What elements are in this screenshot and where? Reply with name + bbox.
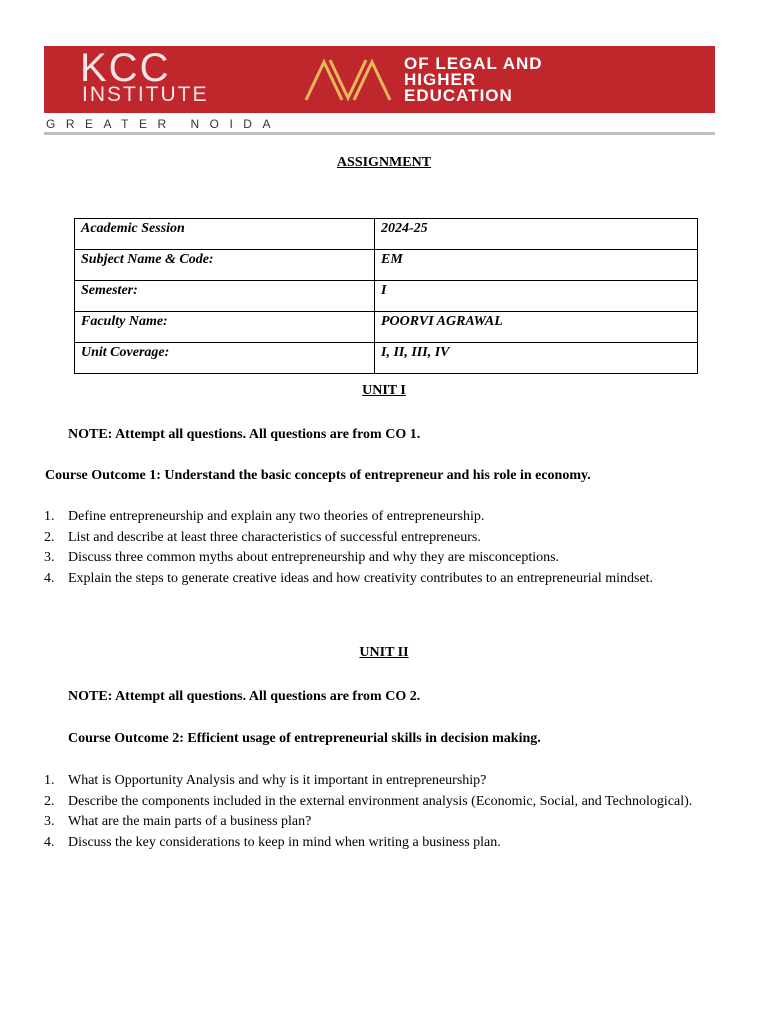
info-value: EM [375,250,698,281]
question-number: 4. [44,834,55,850]
list-item [44,529,714,546]
course-outcome: Course Outcome 2: Efficient usage of entrepreneurial skills in decision making. [68,731,541,746]
question-text: Define entrepreneurship and explain any two theories of entrepreneurship. [68,509,485,524]
question-number: 1. [44,509,55,524]
question-number: 3. [44,550,55,565]
institute-logo-icon [302,56,392,104]
tagline-line: EDUCATION [404,86,513,105]
header-divider [44,132,715,135]
list-item [44,549,714,566]
question-number: 2. [44,529,55,545]
list-item [44,508,714,525]
page-title: ASSIGNMENT [336,155,432,170]
list-item [44,793,714,810]
info-value: I, II, III, IV [375,343,698,374]
info-label: Subject Name & Code: [75,250,375,281]
unit-heading: UNIT I [362,383,406,398]
assignment-info-table [74,218,698,374]
table-row [75,250,698,281]
question-number: 1. [44,773,55,788]
course-outcome: Course Outcome 1: Understand the basic concepts of entrepreneur and his role in economy. [45,468,591,483]
unit-note: NOTE: Attempt all questions. All questions are from CO 2. [68,689,421,704]
info-value: I [375,281,698,312]
institute-banner [44,46,715,113]
unit-note: NOTE: Attempt all questions. All questions are from CO 1. [68,427,421,442]
question-text: Discuss the key considerations to keep in mind when writing a business plan. [68,834,501,850]
info-label: Academic Session [75,219,375,250]
list-item [44,772,714,789]
question-text: List and describe at least three characteristics of successful entrepreneurs. [68,529,481,545]
brand-tagline [404,56,543,104]
question-text: What are the main parts of a business plan? [68,814,312,829]
question-list [44,508,714,590]
question-list [44,772,714,854]
campus-city: GREATER NOIDA [46,117,281,131]
info-value: POORVI AGRAWAL [375,312,698,343]
list-item [44,570,714,587]
question-text: Discuss three common myths about entrepreneurship and why they are misconceptions. [68,550,560,565]
question-number: 3. [44,814,55,829]
tagline-line: OF LEGAL AND [404,54,543,73]
question-number: 2. [44,793,55,809]
question-text: Describe the components included in the external environment analysis (Economic, Social, and Technological). [68,793,693,809]
brand-institute: INSTITUTE [82,83,209,106]
info-value: 2024-25 [375,219,698,250]
table-row [75,281,698,312]
info-label: Faculty Name: [75,312,375,343]
brand-kcc: KCC [80,46,171,90]
table-row [75,219,698,250]
question-number: 4. [44,570,55,586]
info-label: Unit Coverage: [75,343,375,374]
unit-heading: UNIT II [359,645,409,660]
tagline-line: HIGHER [404,70,477,89]
list-item [44,813,714,830]
info-label: Semester: [75,281,375,312]
list-item [44,834,714,851]
table-row [75,343,698,374]
question-text: Explain the steps to generate creative ideas and how creativity contributes to an entrepreneurial mindset. [68,570,654,586]
question-text: What is Opportunity Analysis and why is it important in entrepreneurship? [68,773,487,788]
table-row [75,312,698,343]
